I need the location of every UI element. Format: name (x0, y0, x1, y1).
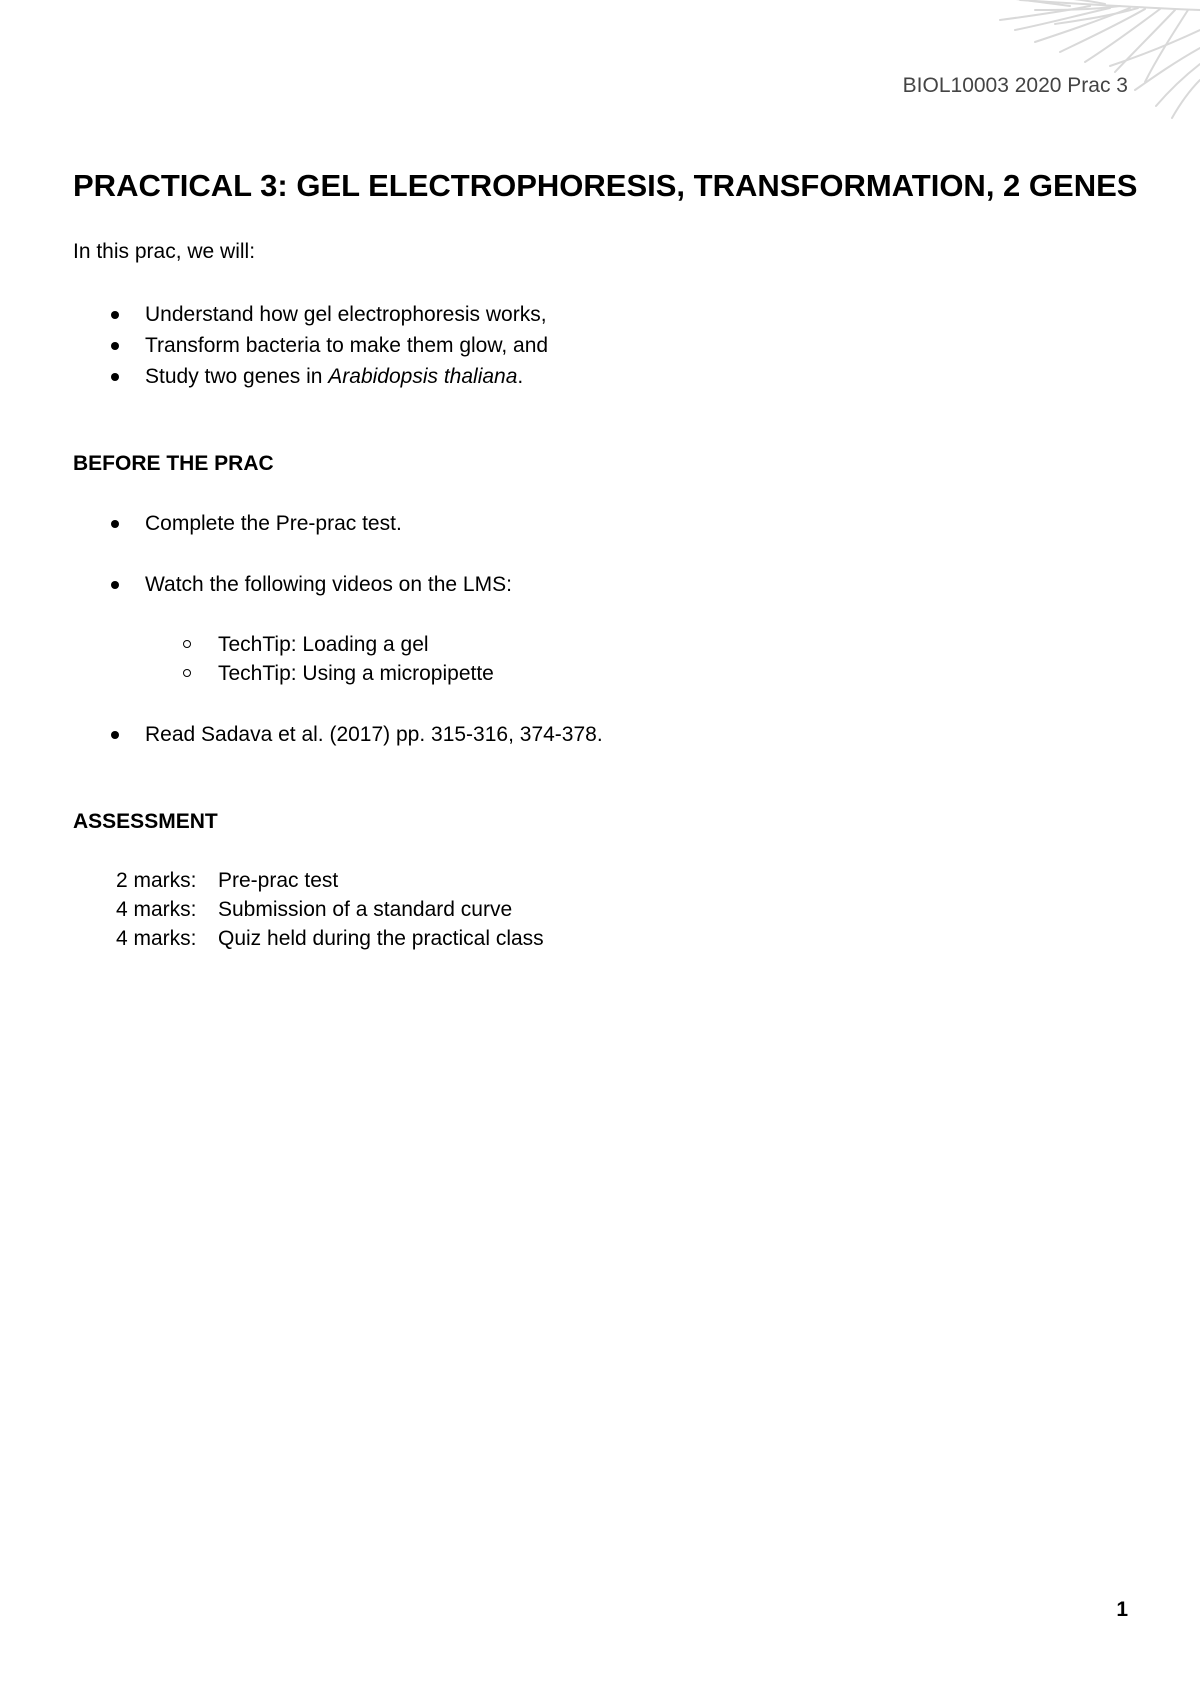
palm-leaf-decoration-icon (870, 0, 1200, 120)
table-row (73, 924, 544, 953)
page-number: 1 (1116, 1598, 1128, 1621)
table-row (73, 895, 544, 924)
videos-list (73, 630, 494, 688)
list-item (73, 361, 548, 392)
objectives-list (73, 299, 548, 392)
bullet-dot-icon (111, 731, 119, 739)
description-cell: Submission of a standard curve (218, 898, 513, 921)
assessment-table (73, 866, 544, 953)
list-item (73, 719, 603, 750)
table-row (73, 866, 544, 895)
objective-text: Transform bacteria to make them glow, and (145, 334, 549, 357)
circle-bullet-icon (183, 669, 191, 677)
list-item (73, 330, 548, 361)
objective-text: Understand how gel electrophoresis works, (145, 303, 547, 326)
list-item (73, 508, 402, 539)
video-title: TechTip: Using a micropipette (218, 662, 494, 685)
before-prac-item: Read Sadava et al. (2017) pp. 315-316, 374-378. (145, 723, 603, 746)
assessment-heading: ASSESSMENT (73, 810, 218, 833)
bullet-dot-icon (111, 520, 119, 528)
objective-text-prefix: Study two genes in (145, 365, 329, 388)
bullet-dot-icon (111, 311, 119, 319)
page-title: PRACTICAL 3: GEL ELECTROPHORESIS, TRANSFORMATION, 2 GENES (73, 168, 1138, 203)
description-cell: Pre-prac test (218, 869, 339, 892)
marks-cell: 4 marks: (116, 927, 197, 950)
circle-bullet-icon (183, 640, 191, 648)
list-item (73, 299, 548, 330)
bullet-dot-icon (111, 342, 119, 350)
marks-cell: 4 marks: (116, 898, 197, 921)
bullet-dot-icon (111, 581, 119, 589)
list-item (73, 659, 494, 688)
video-title: TechTip: Loading a gel (218, 633, 429, 656)
before-prac-heading: BEFORE THE PRAC (73, 452, 274, 475)
intro-text: In this prac, we will: (73, 240, 256, 263)
marks-cell: 2 marks: (116, 869, 197, 892)
before-prac-item: Watch the following videos on the LMS: (145, 573, 512, 596)
before-prac-item: Complete the Pre-prac test. (145, 512, 402, 535)
species-name: Arabidopsis thaliana (328, 365, 518, 388)
objective-text-suffix: . (517, 365, 524, 388)
course-reference: BIOL10003 2020 Prac 3 (902, 74, 1128, 97)
list-item (73, 569, 512, 600)
list-item (73, 630, 494, 659)
bullet-dot-icon (111, 373, 119, 381)
description-cell: Quiz held during the practical class (218, 927, 544, 950)
